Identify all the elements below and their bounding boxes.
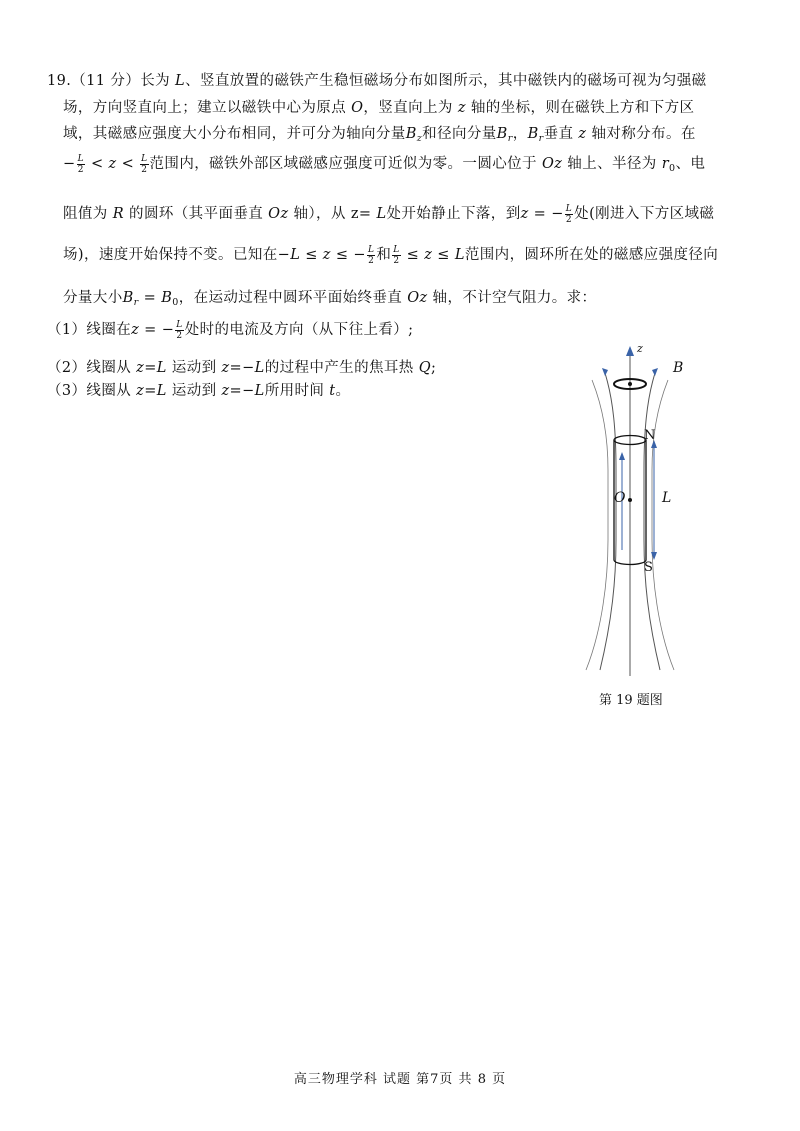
label-N: N [644,428,656,443]
question-line-1: 19.（11 分）长为 L、竖直放置的磁铁产生稳恒磁场分布如图所示，其中磁铁内的磁场可视为匀强磁 [47,73,707,89]
field-line-left-2 [586,380,608,670]
fraction-L-over-2: $\frac{L}{2}$ [367,244,375,266]
z-axis-arrow [626,346,634,356]
field-arrow-left [602,368,608,376]
question-line-2: 场，方向竖直向上；建立以磁铁中心为原点 O，竖直向上为 z 轴的坐标，则在磁铁上方和下方区 [63,100,695,116]
origin-dot [628,498,632,502]
label-z: z [637,342,643,355]
question-line-6: 场)，速度开始保持不变。已知在−L ≤ z ≤ − $\frac{L}{2}$ 和 $\frac{L}{2}$ ≤ z ≤ L范围内，圆环所在处的磁感应强度径向 [63,244,719,266]
label-L: L [662,490,672,506]
inner-field-arrow [619,452,625,460]
label-B: B [673,360,684,376]
figure-caption: 第 19 题图 [599,693,663,708]
sub-question-2: （2）线圈从 z=L 运动到 z=−L的过程中产生的焦耳热 Q; [47,360,437,376]
question-line-7: 分量大小$B_r = B_0$，在运动过程中圆环平面始终垂直 Oz 轴，不计空气阻力。求： [63,290,597,308]
field-line-right-2 [652,380,674,670]
ring-center-dot [628,382,632,386]
page-footer: 高三物理学科 试题 第7页 共 8 页 [293,1072,507,1087]
fraction-L-over-2: $\frac{L}{2}$ [393,244,400,266]
question-line-3: 域，其磁感应强度大小分布相同，并可分为轴向分量$B_z$和径向分量$B_r$，$B_r$垂直 z 轴对称分布。在 [63,126,696,144]
sub-question-1: （1）线圈在z = − $\frac{L}{2}$ 处时的电流及方向（从下往上看）; [47,319,414,341]
magnet-field-figure [578,340,698,680]
fraction-L-over-2: $\frac{L}{2}$ [77,153,84,175]
sub-question-3: （3）线圈从 z=L 运动到 z=−L所用时间 t。 [47,383,351,399]
fraction-L-over-2: $\frac{L}{2}$ [141,153,148,175]
question-line-5: 阻值为 R 的圆环（其平面垂直 Oz 轴），从 z= L处开始静止下落，到z = − $\frac{L}{2}$ 处(刚进入下方区域磁 [63,203,715,225]
field-arrow-right [652,368,658,376]
fraction-L-over-2: $\frac{L}{2}$ [565,203,573,225]
fraction-L-over-2: $\frac{L}{2}$ [176,319,183,341]
label-O: O [614,490,626,506]
question-line-4: − $\frac{L}{2}$ < z < $\frac{L}{2}$ 范围内，磁铁外部区域磁感应强度可近似为零。一圆心位于 Oz 轴上、半径为 $r_0$、电 [63,153,706,175]
label-S: S [644,560,653,575]
